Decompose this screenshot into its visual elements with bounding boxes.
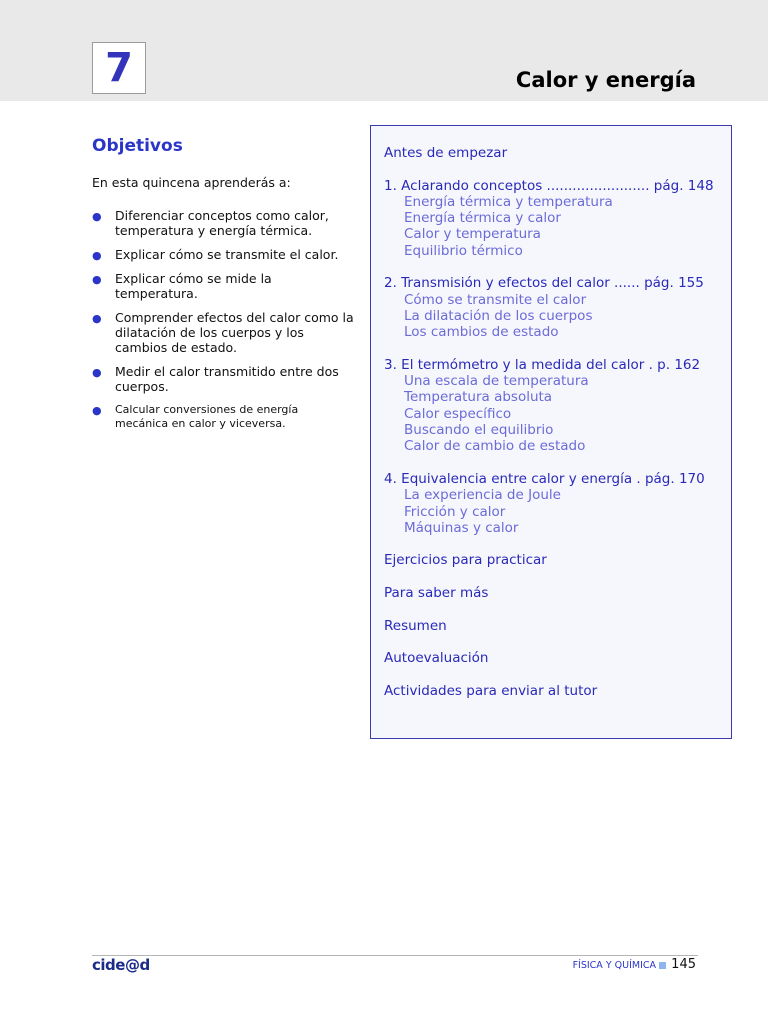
table-of-contents bbox=[370, 125, 732, 739]
objective-item bbox=[92, 364, 354, 394]
toc-subsection[interactable]: Energía térmica y temperatura bbox=[404, 193, 613, 210]
objective-text: Explicar cómo se mide la temperatura. bbox=[115, 271, 272, 301]
bullet-icon: ● bbox=[92, 273, 102, 286]
toc-subsection[interactable]: La experiencia de Joule bbox=[404, 487, 561, 504]
objective-text: Diferenciar conceptos como calor, temperatura y energía térmica. bbox=[115, 208, 329, 238]
footer-subject: FÍSICA Y QUÍMICA bbox=[572, 960, 656, 971]
toc-learn-more[interactable]: Para saber más bbox=[384, 585, 489, 602]
objectives-heading: Objetivos bbox=[92, 136, 183, 156]
objective-item bbox=[92, 208, 354, 238]
bullet-icon: ● bbox=[92, 312, 102, 325]
toc-subsection[interactable]: Calor y temperatura bbox=[404, 226, 541, 243]
toc-subsection[interactable]: Cómo se transmite el calor bbox=[404, 291, 587, 308]
objective-item bbox=[92, 403, 354, 431]
toc-subsection[interactable]: Calor de cambio de estado bbox=[404, 438, 586, 455]
bullet-icon: ● bbox=[92, 249, 102, 262]
toc-subsection[interactable]: Calor específico bbox=[404, 405, 512, 422]
toc-subsection[interactable]: Temperatura absoluta bbox=[404, 389, 553, 406]
toc-section-2[interactable]: 2. Transmisión y efectos del calor ...... pág. 155 bbox=[384, 275, 704, 292]
toc-tutor-activities[interactable]: Actividades para enviar al tutor bbox=[384, 682, 598, 699]
toc-summary[interactable]: Resumen bbox=[384, 617, 447, 634]
chapter-title: Calor y energía bbox=[515, 68, 696, 92]
toc-subsection[interactable]: La dilatación de los cuerpos bbox=[404, 307, 593, 324]
cidead-logo: cide@d bbox=[92, 956, 150, 974]
toc-subsection[interactable]: Máquinas y calor bbox=[404, 519, 519, 536]
bullet-icon: ● bbox=[92, 210, 102, 223]
objective-text: Explicar cómo se transmite el calor. bbox=[115, 247, 339, 262]
toc-subsection[interactable]: Los cambios de estado bbox=[404, 324, 559, 341]
objective-item bbox=[92, 310, 354, 355]
toc-subsection[interactable]: Una escala de temperatura bbox=[404, 373, 589, 390]
page-number: 145 bbox=[671, 957, 696, 972]
bullet-icon: ● bbox=[92, 366, 102, 379]
objectives-intro: En esta quincena aprenderás a: bbox=[92, 175, 291, 190]
toc-exercises[interactable]: Ejercicios para practicar bbox=[384, 552, 547, 569]
toc-subsection[interactable]: Equilibrio térmico bbox=[404, 242, 523, 259]
objective-text: Calcular conversiones de energía mecánica en calor y viceversa. bbox=[115, 403, 299, 430]
objective-item bbox=[92, 271, 354, 301]
objectives-list bbox=[92, 208, 354, 440]
toc-section-1[interactable]: 1. Aclarando conceptos ........................ pág. 148 bbox=[384, 177, 714, 194]
footer-divider bbox=[92, 955, 698, 956]
toc-subsection[interactable]: Buscando el equilibrio bbox=[404, 422, 554, 439]
chapter-number: 7 bbox=[92, 42, 146, 94]
toc-before-start[interactable]: Antes de empezar bbox=[384, 145, 508, 161]
toc-subsection[interactable]: Energía térmica y calor bbox=[404, 210, 561, 227]
bullet-icon: ● bbox=[92, 404, 102, 417]
toc-section-3[interactable]: 3. El termómetro y la medida del calor . p. 162 bbox=[384, 356, 701, 373]
objective-text: Medir el calor transmitido entre dos cuerpos. bbox=[115, 364, 339, 394]
toc-section-4[interactable]: 4. Equivalencia entre calor y energía . pág. 170 bbox=[384, 470, 705, 487]
objective-text: Comprender efectos del calor como la dilatación de los cuerpos y los cambios de estado. bbox=[115, 310, 354, 355]
objective-item bbox=[92, 247, 354, 262]
toc-self-assessment[interactable]: Autoevaluación bbox=[384, 650, 489, 667]
toc-subsection[interactable]: Fricción y calor bbox=[404, 503, 506, 520]
square-icon bbox=[659, 962, 666, 969]
